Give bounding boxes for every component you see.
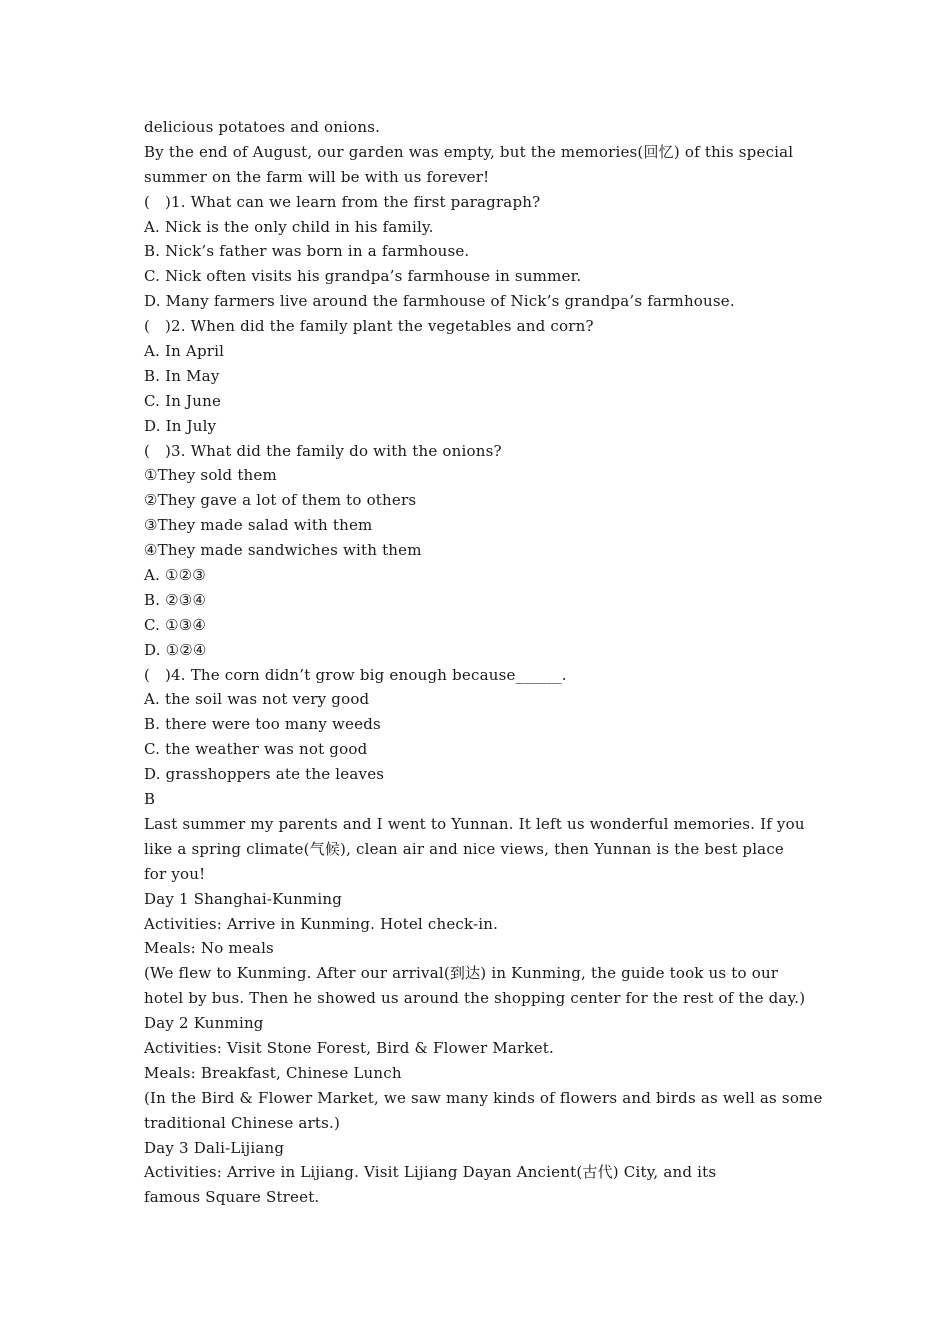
text-line: Last summer my parents and I went to Yunnan. It left us wonderful memories. If you — [144, 814, 805, 833]
day-heading: Day 1 Shanghai-Kunming — [144, 889, 343, 908]
text-line: Meals: Breakfast, Chinese Lunch — [144, 1063, 402, 1082]
section-heading: B — [144, 790, 156, 809]
option-line: A. In April — [144, 342, 225, 361]
option-line: D. Many farmers live around the farmhouse of Nick’s grandpa’s farmhouse. — [144, 292, 735, 311]
question-2: ( )2. When did the family plant the vegetables and corn? — [144, 317, 594, 336]
option-line: B. there were too many weeds — [144, 715, 381, 734]
option-line: B. In May — [144, 366, 220, 385]
text-line: for you! — [144, 864, 206, 883]
statement-line: ④They made sandwiches with them — [144, 541, 422, 560]
statement-line: ②They gave a lot of them to others — [144, 491, 417, 510]
option-line: A. Nick is the only child in his family. — [144, 217, 434, 236]
text-line: Meals: No meals — [144, 939, 274, 958]
option-line: C. In June — [144, 391, 222, 410]
text-line: like a spring climate(气候), clean air and nice views, then Yunnan is the best place — [144, 839, 785, 858]
text-line: Activities: Arrive in Kunming. Hotel check-in. — [144, 914, 499, 933]
text-line: Activities: Arrive in Lijiang. Visit Lijiang Dayan Ancient(古代) City, and its — [144, 1163, 717, 1182]
question-3: ( )3. What did the family do with the onions? — [144, 441, 502, 460]
day-heading: Day 3 Dali-Lijiang — [144, 1138, 285, 1157]
text-line: Activities: Visit Stone Forest, Bird & Flower Market. — [144, 1038, 554, 1057]
statement-line: ①They sold them — [144, 466, 277, 485]
text-line: summer on the farm will be with us forever! — [144, 167, 490, 186]
option-line: C. the weather was not good — [144, 740, 368, 759]
text-line: (In the Bird & Flower Market, we saw many kinds of flowers and birds as well as some — [144, 1088, 823, 1107]
text-line: famous Square Street. — [144, 1188, 320, 1207]
option-line: B. ②③④ — [144, 590, 207, 609]
text-line: (We flew to Kunming. After our arrival(到达) in Kunming, the guide took us to our — [144, 964, 779, 983]
option-line: A. the soil was not very good — [144, 690, 370, 709]
text-line: By the end of August, our garden was empty, but the memories(回忆) of this special — [144, 142, 794, 161]
document-text — [144, 115, 864, 1210]
option-line: D. ①②④ — [144, 640, 207, 659]
text-line: delicious potatoes and onions. — [144, 118, 381, 136]
statement-line: ③They made salad with them — [144, 516, 373, 535]
option-line: C. ①③④ — [144, 615, 207, 634]
option-line: D. grasshoppers ate the leaves — [144, 765, 385, 784]
text-line: hotel by bus. Then he showed us around the shopping center for the rest of the day.) — [144, 989, 806, 1008]
option-line: D. In July — [144, 416, 217, 435]
day-heading: Day 2 Kunming — [144, 1014, 264, 1033]
text-line: traditional Chinese arts.) — [144, 1113, 341, 1132]
question-1: ( )1. What can we learn from the first paragraph? — [144, 192, 541, 211]
option-line: C. Nick often visits his grandpa’s farmhouse in summer. — [144, 267, 582, 286]
option-line: B. Nick’s father was born in a farmhouse. — [144, 242, 470, 261]
question-4: ( )4. The corn didn’t grow big enough because______. — [144, 665, 567, 684]
option-line: A. ①②③ — [144, 566, 206, 585]
